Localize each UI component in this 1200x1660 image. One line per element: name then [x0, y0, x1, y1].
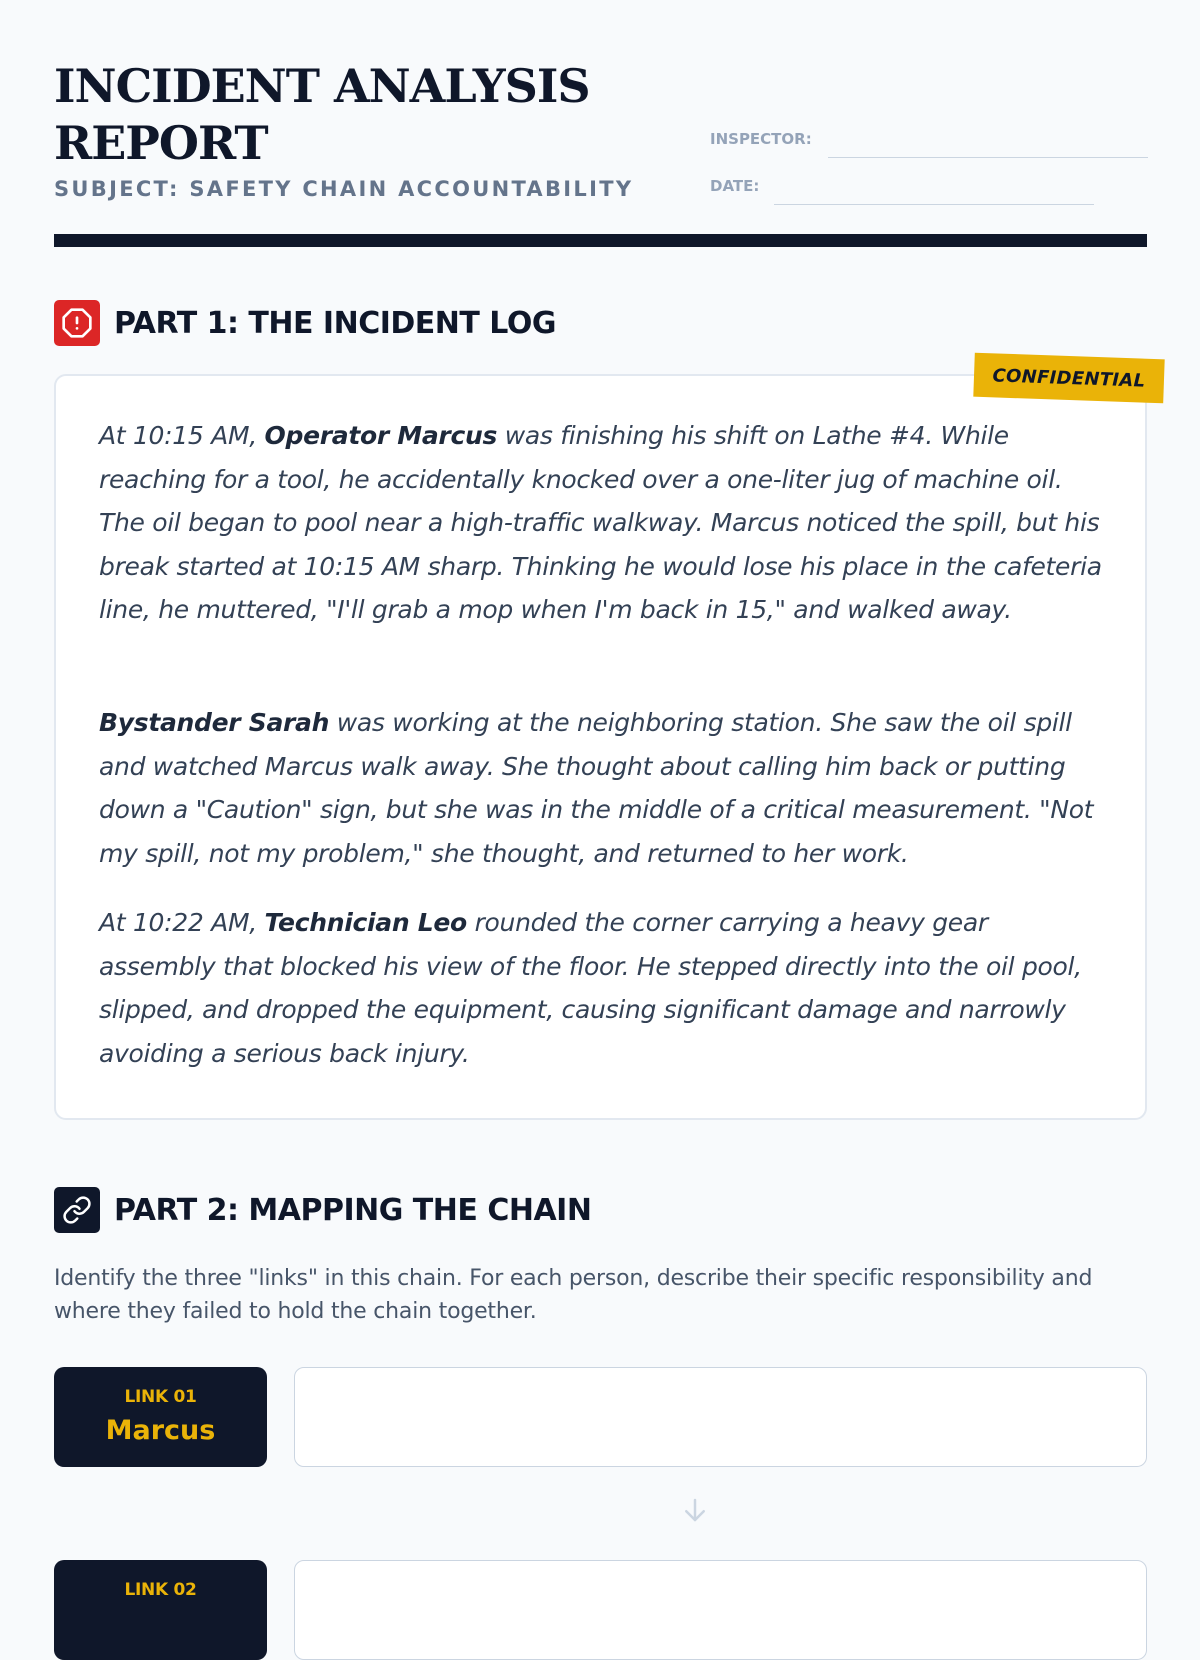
part2-heading [54, 1187, 591, 1233]
paragraph-text: rounded the corner carrying a heavy gear assembly that blocked his view of the floor. He stepped directly into the oil pool, slipped, and dropped the equipment, causing significant damage and narrowly avoiding a serious back injury. [99, 908, 1082, 1068]
paragraph-text: was working at the neighboring station. She saw the oil spill and watched Marcus walk away. She thought about calling him back or putting down a "Caution" sign, but she was in the middle of a critical measurement. "Not my spill, not my problem," she thought, and returned to her work. [99, 708, 1094, 868]
date-field[interactable] [774, 204, 1094, 205]
part2-instructions: Identify the three "links" in this chain. For each person, describe their specific responsibility and where they failed to hold the chain together. [54, 1266, 1093, 1324]
incident-paragraph-2 [99, 701, 1109, 875]
paragraph-text: was finishing his shift on Lathe #4. While reaching for a tool, he accidentally knocked over a one-liter jug of machine oil. The oil began to pool near a high-traffic walkway. Marcus noticed the spill, but his break started at 10:15 AM sharp. Thinking he would lose his place in the cafeteria line, he muttered, "I'll grab a mop when I'm back in 15," and walked away. [99, 421, 1102, 624]
incident-log-box [54, 364, 1147, 1120]
report-title [54, 58, 674, 172]
paragraph-text: At 10:15 AM, [99, 421, 265, 450]
link-1-answer-field[interactable] [294, 1367, 1147, 1467]
report-page [54, 0, 1147, 1600]
inspector-field[interactable] [828, 157, 1148, 158]
report-header [54, 0, 1147, 246]
person-name: Technician Leo [264, 908, 467, 937]
link-icon [54, 1187, 100, 1233]
title-line-2: REPORT [54, 116, 268, 170]
part1-title: PART 1: THE INCIDENT LOG [114, 305, 556, 341]
link-card-1 [54, 1367, 267, 1467]
report-subtitle: SUBJECT: SAFETY CHAIN ACCOUNTABILITY [54, 177, 634, 201]
part2-title: PART 2: MAPPING THE CHAIN [114, 1192, 592, 1228]
date-label: DATE: [710, 177, 760, 195]
link-2-answer-field[interactable] [294, 1560, 1147, 1660]
link-number: LINK 01 [124, 1387, 197, 1407]
link-number: LINK 02 [124, 1580, 197, 1600]
header-divider [54, 234, 1147, 247]
link-card-2 [54, 1560, 267, 1660]
title-line-1: INCIDENT ANALYSIS [54, 59, 590, 113]
alert-octagon-icon [54, 300, 100, 346]
paragraph-text: At 10:22 AM, [99, 908, 265, 937]
person-name: Bystander Sarah [99, 708, 330, 737]
link-person-name: Marcus [105, 1415, 216, 1446]
incident-paragraph-1 [99, 414, 1109, 632]
incident-paragraph-3 [99, 901, 1109, 1075]
arrow-down-icon [680, 1495, 710, 1530]
confidential-stamp: CONFIDENTIAL [973, 353, 1164, 404]
inspector-label: INSPECTOR: [710, 130, 812, 148]
person-name: Operator Marcus [264, 421, 498, 450]
part1-heading [54, 300, 556, 346]
